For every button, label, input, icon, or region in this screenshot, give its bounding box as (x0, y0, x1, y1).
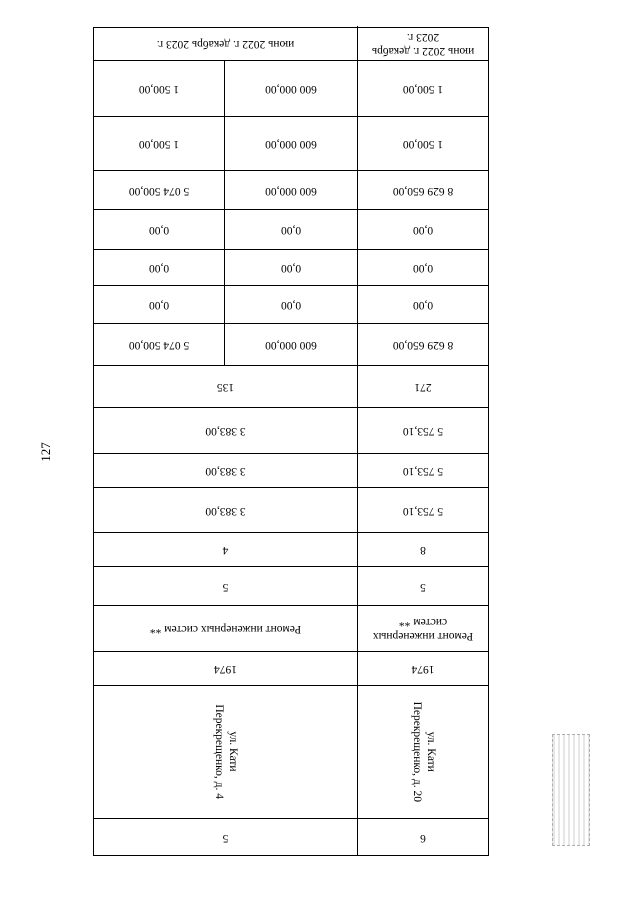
table-row (94, 171, 488, 210)
address-line: Перекрещенко, д. 4 (213, 704, 226, 800)
table-row (94, 117, 488, 171)
table-row (94, 286, 488, 324)
amount-cell: 1 500,00 (138, 138, 180, 151)
value-cell: 5 (222, 580, 229, 593)
page-number: 127 (38, 442, 53, 462)
amount-cell: 0,00 (357, 250, 488, 285)
value-cell: 4 (222, 544, 229, 557)
amount-cell: 0,00 (148, 262, 170, 275)
amount-cell: 0,00 (357, 210, 488, 249)
table-row (94, 652, 488, 686)
area-cell: 3 383,00 (205, 504, 246, 517)
table-row (94, 366, 488, 408)
row-number-cell: 6 (357, 819, 488, 855)
amount-cell: 0,00 (148, 224, 170, 237)
table-row (94, 533, 488, 567)
table-row (94, 61, 488, 117)
table-row (94, 454, 488, 488)
area-cell: 5 753,10 (357, 454, 488, 487)
area-cell: 3 383,00 (205, 465, 246, 478)
table-row (94, 210, 488, 250)
amount-cell: 5 074 500,00 (128, 184, 190, 197)
area-cell: 5 753,10 (357, 408, 488, 453)
amount-cell: 8 629 650,00 (357, 324, 488, 365)
amount-cell: 1 500,00 (357, 61, 488, 116)
area-cell: 5 753,10 (357, 488, 488, 532)
table-row (94, 408, 488, 454)
value-cell: 5 (357, 567, 488, 605)
area-cell: 3 383,00 (205, 425, 246, 438)
period-cell: июнь 2022 г. декабрь 2023 г. (357, 26, 488, 60)
period-cell: июнь 2022 г. декабрь 2023 г. (156, 37, 295, 50)
address-line: ул. Кати (227, 731, 240, 773)
count-cell: 271 (357, 366, 488, 407)
amount-cell: 0,00 (224, 210, 357, 249)
work-type-cell: Ремонт инженерных систем ** (357, 606, 488, 651)
amount-cell: 0,00 (224, 250, 357, 285)
work-type-cell: Ремонт инженерных систем ** (149, 623, 302, 636)
stamp-image (552, 734, 590, 846)
address-line: ул. Кати (424, 731, 437, 773)
table-row (94, 324, 488, 366)
year-cell: 1974 (357, 652, 488, 685)
amount-cell: 1 500,00 (138, 83, 180, 96)
document-table (93, 27, 489, 856)
row-number-cell: 5 (222, 831, 229, 844)
table-row (94, 606, 488, 652)
amount-cell: 1 500,00 (357, 117, 488, 170)
amount-cell: 600 000,00 (224, 61, 357, 116)
table-row (94, 567, 488, 606)
year-cell: 1974 (214, 663, 237, 676)
value-cell: 8 (357, 533, 488, 566)
amount-cell: 8 629 650,00 (357, 171, 488, 209)
address-text (409, 702, 437, 802)
amount-cell: 600 000,00 (224, 324, 357, 365)
table-row (94, 26, 488, 61)
address-text (212, 705, 240, 800)
amount-cell: 5 074 500,00 (128, 339, 190, 352)
amount-cell: 600 000,00 (224, 171, 357, 209)
address-cell (94, 686, 357, 818)
address-line: Перекрещенко, д. 20 (411, 701, 423, 803)
table-row (94, 250, 488, 286)
count-cell: 135 (216, 381, 235, 394)
amount-cell: 600 000,00 (224, 117, 357, 170)
table-row (94, 488, 488, 533)
table-row (94, 686, 488, 819)
address-cell (357, 686, 488, 818)
amount-cell: 0,00 (224, 286, 357, 323)
amount-cell: 0,00 (148, 299, 170, 312)
table-row (94, 819, 488, 855)
amount-cell: 0,00 (357, 286, 488, 323)
